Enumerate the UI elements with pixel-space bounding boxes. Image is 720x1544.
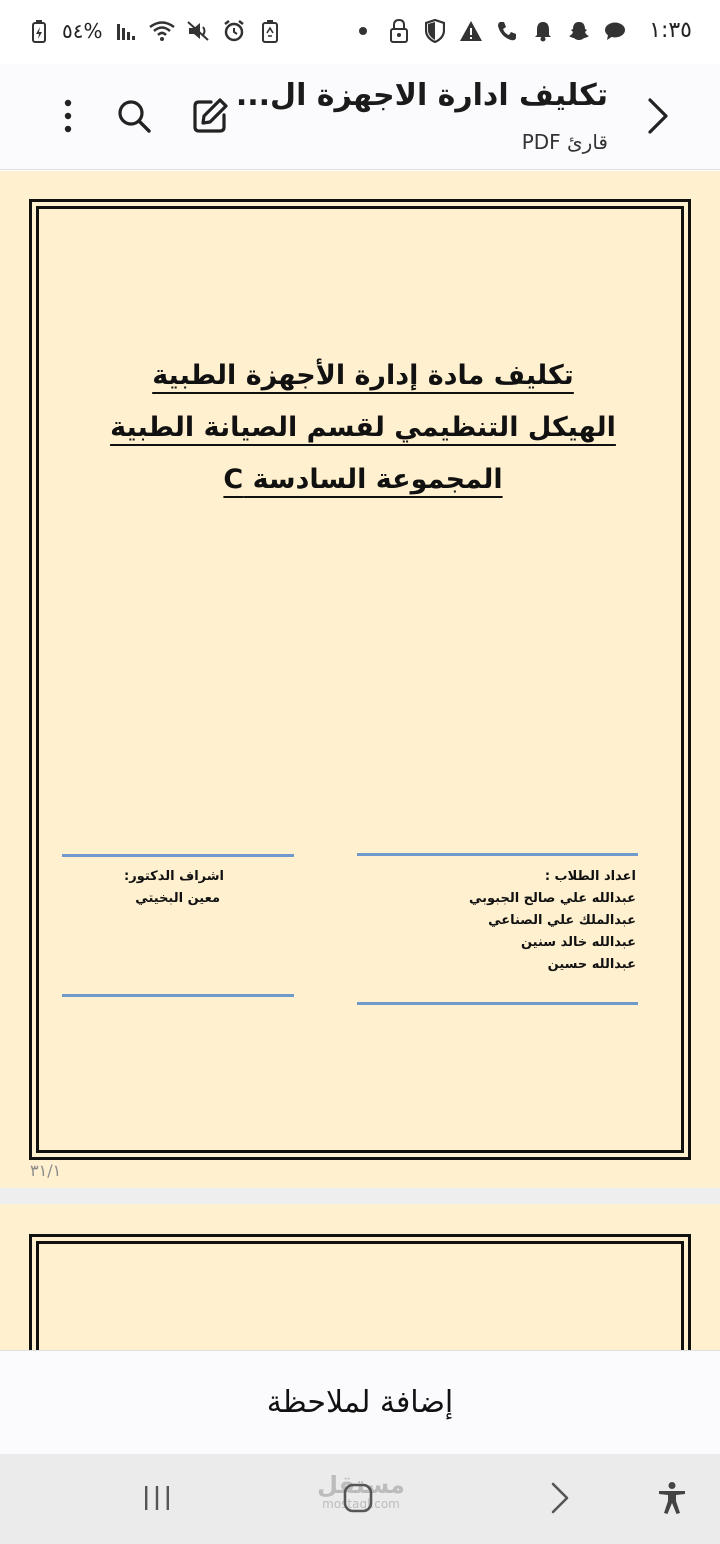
lock-icon: [386, 16, 412, 46]
status-time: ١:٣٥: [649, 18, 692, 43]
accessibility-button[interactable]: [648, 1476, 696, 1524]
pdf-page: [0, 171, 720, 1188]
wifi-icon: [149, 16, 175, 46]
student-name: عبدالملك علي الصناعي: [488, 913, 636, 928]
status-bar: [0, 0, 720, 64]
cover-group-line: المجموعة السادسة C: [223, 464, 503, 495]
recents-button[interactable]: [133, 1476, 181, 1524]
add-note-button[interactable]: [0, 1350, 720, 1454]
supervisor-label: اشراف الدكتور:: [124, 869, 224, 884]
alarm-icon: [221, 16, 247, 46]
app-name-subtitle: قارئ PDF: [521, 130, 608, 154]
students-bottom-rule: [357, 1002, 638, 1005]
students-top-rule: [357, 853, 638, 856]
supervisor-bottom-rule: [62, 994, 294, 997]
more-options-button[interactable]: [48, 96, 88, 140]
students-block: [357, 866, 636, 976]
nav-back-button[interactable]: [536, 1476, 584, 1524]
bell-icon: [530, 16, 556, 46]
pdf-page: [0, 1204, 720, 1350]
student-name: عبدالله خالد سنين: [520, 935, 636, 950]
edit-button[interactable]: [188, 96, 232, 140]
home-icon: [342, 1482, 374, 1518]
supervisor-top-rule: [62, 854, 294, 857]
battery-saver-icon: [26, 16, 52, 46]
page-border: [29, 199, 691, 1160]
phone-icon: [494, 16, 520, 46]
warning-icon: [458, 16, 484, 46]
document-title: تكليف ادارة الاجهزة ال...: [235, 78, 608, 113]
student-name: عبدالله حسين: [547, 957, 636, 972]
student-name: عبدالله علي صالح الجبوبي: [468, 891, 636, 906]
signal-icon: [113, 16, 139, 46]
page-border-inner-thick: [36, 1241, 684, 1350]
students-label: اعداد الطلاب :: [544, 869, 636, 884]
mute-icon: [185, 16, 211, 46]
recents-icon: [142, 1484, 172, 1516]
app-bar: [0, 64, 720, 170]
search-button[interactable]: [112, 96, 156, 140]
page-border-inner-thick: [36, 206, 684, 1153]
shield-icon: [422, 16, 448, 46]
page-border: [29, 1234, 691, 1350]
add-note-label: إضافة لملاحظة: [266, 1385, 454, 1420]
accessibility-icon: [657, 1481, 687, 1519]
supervisor-block: [62, 866, 224, 910]
status-right-icons: [350, 16, 628, 46]
battery-level: %٥٤: [62, 19, 103, 43]
supervisor-name: معين البخيتي: [135, 891, 220, 906]
navigation-bar: [0, 1454, 720, 1544]
pdf-viewer[interactable]: [0, 171, 720, 1350]
search-icon: [116, 98, 152, 138]
edit-icon: [191, 97, 229, 139]
status-left-icons: [26, 16, 283, 46]
more-vertical-icon: [64, 99, 72, 137]
recycle-icon: [257, 16, 283, 46]
dot-icon: [350, 16, 376, 46]
cover-title-line: تكليف مادة إدارة الأجهزة الطبية: [152, 360, 574, 391]
snapchat-icon: [566, 16, 592, 46]
chat-icon: [602, 16, 628, 46]
page-indicator: ٣١/١: [30, 1161, 62, 1180]
cover-subtitle-line: الهيكل التنظيمي لقسم الصيانة الطبية: [110, 412, 616, 443]
chevron-right-icon: [647, 97, 669, 139]
home-button[interactable]: [334, 1476, 382, 1524]
watermark: مستقل mostaql.com: [317, 1471, 405, 1511]
back-button[interactable]: [638, 94, 678, 142]
chevron-right-icon: [550, 1481, 570, 1519]
